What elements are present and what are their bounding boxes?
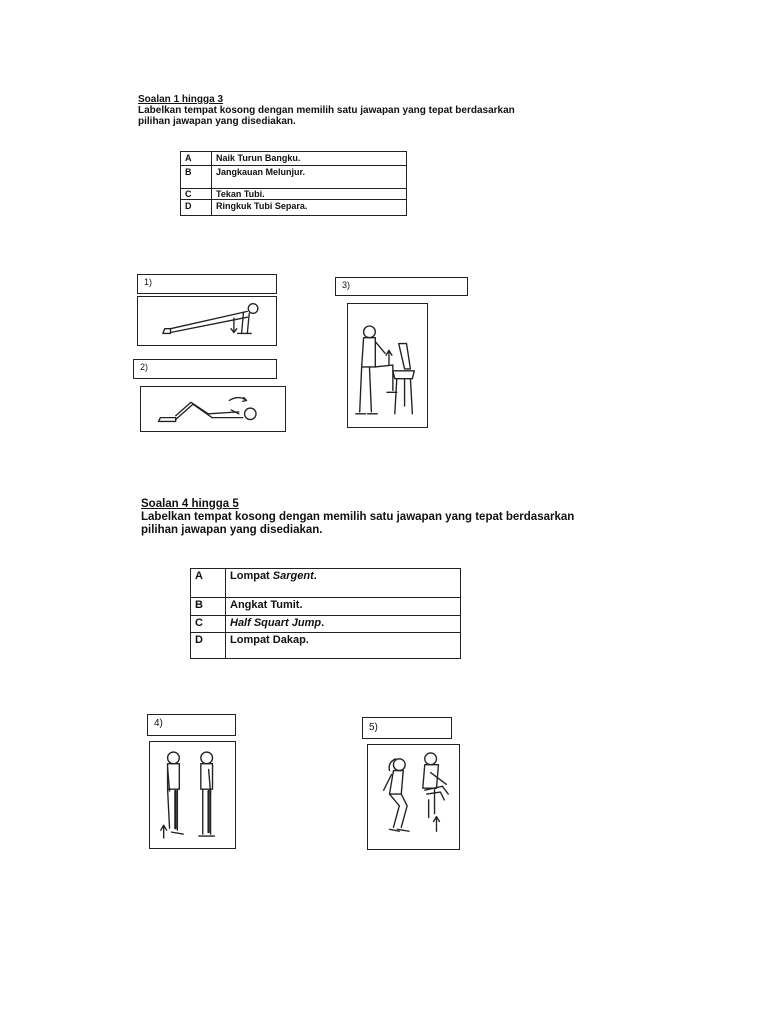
option-letter: C: [191, 616, 226, 633]
section2-options-table: [190, 568, 461, 659]
section1-options-table: [180, 151, 407, 216]
section1-instruction-line2: pilihan jawapan yang disediakan.: [138, 116, 296, 127]
section2-instruction-line2: pilihan jawapan yang disediakan.: [141, 524, 323, 536]
option-text: Half Squart Jump.: [226, 616, 461, 633]
option-text: Jangkauan Melunjur.: [212, 166, 407, 189]
option-text: Lompat Sargent.: [226, 569, 461, 598]
option-row: [181, 166, 407, 189]
answer-box-5[interactable]: [362, 717, 452, 739]
option-letter: A: [191, 569, 226, 598]
option-row: [191, 616, 461, 633]
answer-box-label: 3): [342, 280, 351, 290]
section1-heading: [138, 94, 558, 127]
heel-raise-illustration: [150, 742, 235, 848]
answer-box-label: 2): [140, 362, 149, 372]
partial-curl-up-figure: [140, 386, 286, 432]
option-row: [181, 152, 407, 166]
tuck-jump-illustration: [368, 745, 459, 849]
option-row: [181, 189, 407, 200]
option-text: Naik Turun Bangku.: [212, 152, 407, 166]
option-letter: A: [181, 152, 212, 166]
push-up-illustration: [138, 297, 276, 345]
answer-box-label: 5): [369, 722, 378, 733]
option-text: Lompat Dakap.: [226, 633, 461, 659]
step-up-figure: [347, 303, 428, 428]
answer-box-label: 1): [144, 277, 153, 287]
section2-heading: [141, 498, 581, 537]
step-up-illustration: [348, 304, 427, 427]
curl-up-illustration: [141, 387, 285, 431]
section1-title: Soalan 1 hingga 3: [138, 94, 224, 105]
answer-box-2[interactable]: [133, 359, 277, 379]
option-letter: D: [191, 633, 226, 659]
answer-box-3[interactable]: [335, 277, 468, 296]
heel-raise-figure: [149, 741, 236, 849]
option-text: Tekan Tubi.: [212, 189, 407, 200]
answer-box-1[interactable]: [137, 274, 277, 294]
option-row: [191, 569, 461, 598]
option-text: Ringkuk Tubi Separa.: [212, 200, 407, 216]
answer-box-4[interactable]: [147, 714, 236, 736]
option-row: [191, 598, 461, 616]
tuck-jump-figure: [367, 744, 460, 850]
option-letter: C: [181, 189, 212, 200]
answer-box-label: 4): [154, 718, 163, 729]
push-up-figure: [137, 296, 277, 346]
option-row: [191, 633, 461, 659]
option-text: Angkat Tumit.: [226, 598, 461, 616]
option-letter: B: [191, 598, 226, 616]
option-letter: B: [181, 166, 212, 189]
option-row: [181, 200, 407, 216]
section2-instruction-line1: Labelkan tempat kosong dengan memilih satu jawapan yang tepat berdasarkan: [141, 511, 575, 523]
section1-instruction-line1: Labelkan tempat kosong dengan memilih satu jawapan yang tepat berdasarkan: [138, 105, 515, 116]
option-letter: D: [181, 200, 212, 216]
section2-title: Soalan 4 hingga 5: [141, 498, 239, 510]
